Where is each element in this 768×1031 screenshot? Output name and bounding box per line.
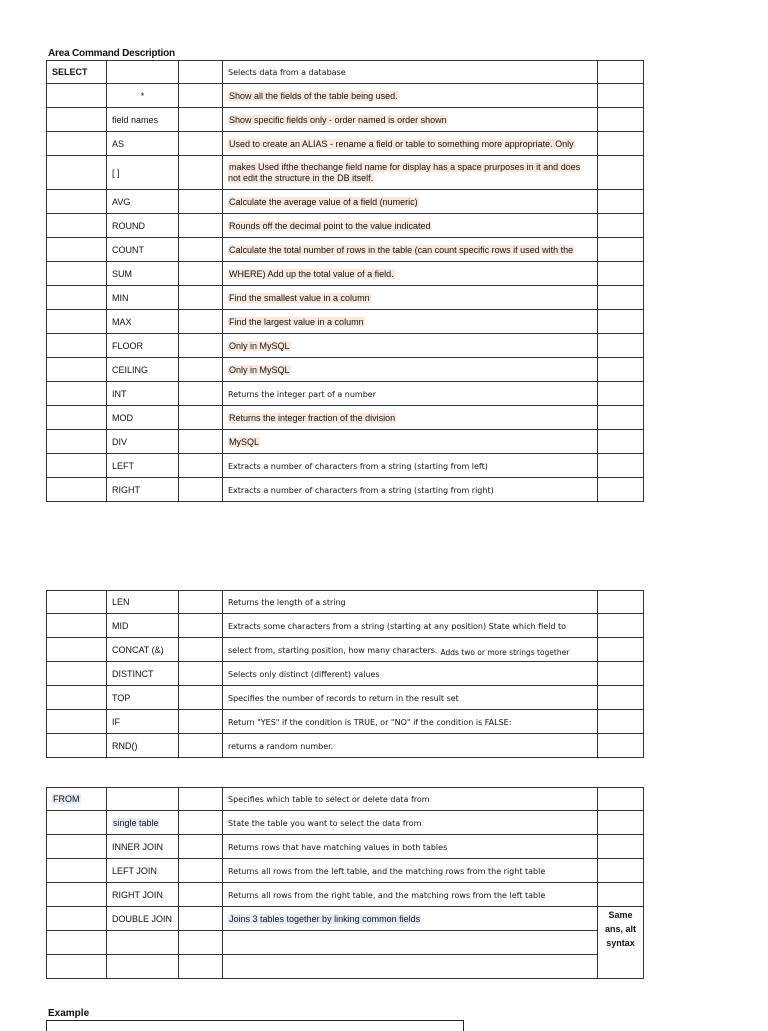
blank-cell	[598, 156, 644, 190]
command-cell	[107, 454, 179, 478]
command-cell	[107, 406, 179, 430]
select-commands-table	[46, 60, 644, 502]
description-cell	[223, 734, 598, 758]
table-row	[47, 638, 644, 662]
description-cell	[223, 478, 598, 502]
description-cell	[223, 286, 598, 310]
blank-cell	[179, 931, 223, 955]
command-label: IF	[112, 716, 120, 727]
description-text: Selects data from a database	[228, 68, 346, 77]
table-row	[47, 132, 644, 156]
blank-cell	[179, 406, 223, 430]
command-cell	[107, 334, 179, 358]
table-row	[47, 811, 644, 835]
command-cell	[107, 310, 179, 334]
area-label: FROM	[53, 794, 80, 804]
area-cell	[47, 358, 107, 382]
blank-cell	[598, 190, 644, 214]
description-text: Show specific fields only - order named is order shown	[229, 114, 447, 125]
description-text: Only in MySQL	[229, 340, 290, 351]
description-cell	[223, 907, 598, 931]
description-cell	[223, 108, 598, 132]
description-text: Returns all rows from the right table, and the matching rows from the left table	[228, 890, 546, 900]
blank-cell	[179, 955, 223, 979]
command-cell	[107, 214, 179, 238]
description-cell	[223, 931, 598, 955]
blank-cell	[598, 334, 644, 358]
description-cell	[223, 811, 598, 835]
command-cell	[107, 591, 179, 614]
command-cell	[107, 907, 179, 931]
command-label: field names	[112, 114, 159, 125]
area-cell	[47, 686, 107, 710]
table-row	[47, 454, 644, 478]
description-text: select from, starting position, how many characters.	[228, 645, 438, 655]
command-cell	[107, 61, 179, 84]
note-cell: Same ans, alt syntax	[598, 907, 644, 979]
command-cell	[107, 156, 179, 190]
area-cell	[47, 61, 107, 84]
table-row	[47, 214, 644, 238]
command-label: RIGHT	[112, 484, 140, 495]
example-label: Example	[48, 1008, 90, 1019]
table-row	[47, 84, 644, 108]
blank-cell	[179, 238, 223, 262]
command-label: INT	[112, 388, 127, 399]
blank-cell	[179, 638, 223, 662]
area-cell	[47, 286, 107, 310]
blank-cell	[179, 710, 223, 734]
area-cell	[47, 478, 107, 502]
blank-cell	[179, 132, 223, 156]
blank-cell	[179, 358, 223, 382]
area-cell	[47, 84, 107, 108]
description-text: MySQL	[229, 436, 260, 447]
command-label: MAX	[112, 316, 132, 327]
blank-cell	[598, 835, 644, 859]
table-row	[47, 883, 644, 907]
blank-cell	[598, 883, 644, 907]
area-cell	[47, 190, 107, 214]
table-row	[47, 310, 644, 334]
description-cell	[223, 406, 598, 430]
area-label: SELECT	[52, 67, 88, 77]
description-cell	[223, 788, 598, 811]
blank-cell	[179, 334, 223, 358]
command-cell	[107, 883, 179, 907]
example-box	[46, 1020, 464, 1031]
blank-cell	[179, 310, 223, 334]
description-cell	[223, 358, 598, 382]
table-row	[47, 788, 644, 811]
area-cell	[47, 262, 107, 286]
area-cell	[47, 430, 107, 454]
command-label: MID	[112, 620, 129, 631]
table-row	[47, 382, 644, 406]
area-cell	[47, 238, 107, 262]
table-row	[47, 190, 644, 214]
command-label: RND()	[112, 740, 138, 751]
area-cell	[47, 108, 107, 132]
command-label: INNER JOIN	[112, 841, 164, 852]
command-cell	[107, 788, 179, 811]
description-cell	[223, 334, 598, 358]
area-cell	[47, 811, 107, 835]
blank-cell	[179, 811, 223, 835]
blank-cell	[179, 190, 223, 214]
blank-cell	[179, 478, 223, 502]
blank-cell	[598, 454, 644, 478]
blank-cell	[598, 734, 644, 758]
description-text: makes Used ifthe thechange field name for display has a space prurposes in it and does not edit the structure in the DB itself.	[228, 162, 581, 183]
command-cell	[107, 734, 179, 758]
page-heading: Area Command Description	[48, 48, 175, 59]
command-label: LEFT JOIN	[112, 865, 157, 876]
command-label: MIN	[112, 292, 129, 303]
blank-cell	[179, 286, 223, 310]
description-cell	[223, 454, 598, 478]
blank-cell	[179, 382, 223, 406]
blank-cell	[179, 454, 223, 478]
command-cell	[107, 955, 179, 979]
description-cell	[223, 430, 598, 454]
blank-cell	[179, 591, 223, 614]
blank-cell	[598, 358, 644, 382]
description-cell	[223, 883, 598, 907]
description-cell	[223, 382, 598, 406]
description-text: Returns the integer part of a number	[228, 389, 376, 399]
blank-cell	[598, 262, 644, 286]
area-cell	[47, 835, 107, 859]
command-cell	[107, 382, 179, 406]
command-cell	[107, 286, 179, 310]
description-cell	[223, 686, 598, 710]
description-cell	[223, 710, 598, 734]
blank-cell	[179, 907, 223, 931]
description-text: Only in MySQL	[229, 364, 290, 375]
blank-cell	[598, 406, 644, 430]
table-row	[47, 358, 644, 382]
description-text: returns a random number.	[228, 741, 334, 751]
area-cell	[47, 710, 107, 734]
blank-cell	[598, 108, 644, 132]
blank-cell	[179, 430, 223, 454]
area-cell	[47, 382, 107, 406]
description-text: Returns rows that have matching values in both tables	[228, 842, 448, 852]
description-text: Returns all rows from the left table, and the matching rows from the right table	[228, 866, 546, 876]
description-extra-text: Adds two or more strings together	[440, 647, 570, 657]
area-cell	[47, 638, 107, 662]
blank-cell	[598, 382, 644, 406]
command-label: CONCAT (&)	[112, 644, 164, 655]
command-cell	[107, 710, 179, 734]
area-cell	[47, 214, 107, 238]
description-cell	[223, 61, 598, 84]
from-joins-table	[46, 787, 644, 979]
area-cell	[47, 156, 107, 190]
table-row	[47, 478, 644, 502]
area-cell	[47, 334, 107, 358]
blank-cell	[598, 638, 644, 662]
description-text: State the table you want to select the data from	[228, 818, 422, 828]
command-label: AVG	[112, 196, 131, 207]
command-cell	[107, 638, 179, 662]
command-label: *	[140, 90, 145, 101]
description-cell	[223, 638, 598, 662]
blank-cell	[179, 859, 223, 883]
blank-cell	[598, 614, 644, 638]
description-text: Find the largest value in a column	[229, 316, 364, 327]
blank-cell	[179, 156, 223, 190]
description-cell	[223, 214, 598, 238]
command-label: LEN	[112, 597, 130, 607]
area-cell	[47, 132, 107, 156]
blank-cell	[179, 214, 223, 238]
blank-cell	[598, 788, 644, 811]
blank-cell	[598, 811, 644, 835]
area-cell	[47, 662, 107, 686]
command-label: single table	[113, 817, 159, 828]
area-cell	[47, 614, 107, 638]
table-row	[47, 262, 644, 286]
area-cell	[47, 310, 107, 334]
area-cell	[47, 788, 107, 811]
blank-cell	[179, 734, 223, 758]
table-row	[47, 931, 644, 955]
description-text: Returns the length of a string	[228, 598, 346, 607]
blank-cell	[179, 61, 223, 84]
blank-cell	[598, 662, 644, 686]
blank-cell	[598, 710, 644, 734]
area-cell	[47, 907, 107, 931]
area-cell	[47, 454, 107, 478]
table-row	[47, 108, 644, 132]
table-row	[47, 156, 644, 190]
area-cell	[47, 591, 107, 614]
blank-cell	[598, 478, 644, 502]
blank-cell	[179, 662, 223, 686]
command-label: TOP	[112, 692, 131, 703]
description-cell	[223, 132, 598, 156]
table-row	[47, 835, 644, 859]
blank-cell	[179, 686, 223, 710]
blank-cell	[598, 686, 644, 710]
description-text: Extracts a number of characters from a string (starting from left)	[228, 461, 488, 471]
blank-cell	[598, 286, 644, 310]
area-cell	[47, 859, 107, 883]
table-row	[47, 710, 644, 734]
description-cell	[223, 310, 598, 334]
command-label: CEILING	[112, 364, 149, 375]
description-cell	[223, 84, 598, 108]
command-label: RIGHT JOIN	[112, 889, 163, 900]
command-cell	[107, 238, 179, 262]
description-text: Specifies the number of records to return in the result set	[228, 693, 459, 703]
description-text: Specifies which table to select or delete data from	[228, 795, 430, 804]
area-cell	[47, 931, 107, 955]
command-label: SUM	[112, 268, 132, 279]
description-text: Calculate the average value of a field (numeric)	[229, 196, 418, 207]
blank-cell	[598, 859, 644, 883]
command-cell	[107, 811, 179, 835]
command-cell	[107, 835, 179, 859]
command-cell	[107, 190, 179, 214]
table-row	[47, 955, 644, 979]
table-row	[47, 406, 644, 430]
blank-cell	[598, 591, 644, 614]
description-cell	[223, 156, 598, 190]
command-cell	[107, 108, 179, 132]
table-row	[47, 61, 644, 84]
description-cell	[223, 835, 598, 859]
command-cell	[107, 132, 179, 156]
area-cell	[47, 955, 107, 979]
string-functions-table	[46, 590, 644, 758]
blank-cell	[598, 310, 644, 334]
description-cell	[223, 591, 598, 614]
description-cell	[223, 955, 598, 979]
command-label: ROUND	[112, 220, 145, 231]
description-text: Extracts a number of characters from a string (starting from right)	[228, 485, 494, 495]
description-cell	[223, 190, 598, 214]
description-cell	[223, 238, 598, 262]
blank-cell	[179, 835, 223, 859]
table-row	[47, 907, 644, 931]
description-text: Returns the integer fraction of the division	[229, 412, 396, 423]
description-text: WHERE) Add up the total value of a field.	[229, 268, 394, 279]
table-row	[47, 334, 644, 358]
command-label: DOUBLE JOIN	[112, 913, 173, 924]
table-row	[47, 686, 644, 710]
description-text: Used to create an ALIAS - rename a field or table to something more appropriate. Only	[229, 138, 574, 149]
description-text: Selects only distinct (different) values	[228, 669, 380, 679]
blank-cell	[179, 108, 223, 132]
blank-cell	[179, 84, 223, 108]
command-label: DISTINCT	[112, 668, 154, 679]
command-cell	[107, 662, 179, 686]
description-cell	[223, 662, 598, 686]
command-cell	[107, 84, 179, 108]
blank-cell	[598, 84, 644, 108]
table-row	[47, 734, 644, 758]
area-cell	[47, 406, 107, 430]
command-label: MOD	[112, 412, 133, 423]
area-cell	[47, 734, 107, 758]
description-text: Joins 3 tables together by linking common fields	[229, 913, 421, 924]
description-text: Calculate the total number of rows in the table (can count specific rows if used with the	[229, 244, 574, 255]
description-text: Find the smallest value in a column	[229, 292, 370, 303]
blank-cell	[598, 132, 644, 156]
blank-cell	[598, 61, 644, 84]
table-row	[47, 614, 644, 638]
blank-cell	[179, 262, 223, 286]
command-cell	[107, 686, 179, 710]
description-text: Extracts some characters from a string (starting at any position) State which field to	[228, 621, 567, 631]
table-row	[47, 238, 644, 262]
table-row	[47, 591, 644, 614]
command-label: FLOOR	[112, 340, 144, 351]
table-row	[47, 662, 644, 686]
command-cell	[107, 358, 179, 382]
command-cell	[107, 614, 179, 638]
command-cell	[107, 931, 179, 955]
blank-cell	[179, 614, 223, 638]
table-row	[47, 430, 644, 454]
description-text: Show all the fields of the table being used.	[229, 90, 398, 101]
description-cell	[223, 859, 598, 883]
command-cell	[107, 859, 179, 883]
blank-cell	[179, 788, 223, 811]
command-label: AS	[112, 138, 125, 149]
table-row	[47, 859, 644, 883]
command-label: COUNT	[112, 244, 144, 255]
description-cell	[223, 262, 598, 286]
blank-cell	[179, 883, 223, 907]
command-label: [ ]	[112, 167, 120, 178]
blank-cell	[598, 238, 644, 262]
command-cell	[107, 262, 179, 286]
command-label: DIV	[112, 436, 128, 447]
description-text: Return "YES" if the condition is TRUE, or "NO" if the condition is FALSE:	[228, 717, 512, 727]
blank-cell	[598, 430, 644, 454]
description-text: Rounds off the decimal point to the value indicated	[229, 220, 431, 231]
description-cell	[223, 614, 598, 638]
command-label: LEFT	[112, 460, 135, 471]
command-cell	[107, 430, 179, 454]
table-row	[47, 286, 644, 310]
area-cell	[47, 883, 107, 907]
blank-cell	[598, 214, 644, 238]
command-cell	[107, 478, 179, 502]
